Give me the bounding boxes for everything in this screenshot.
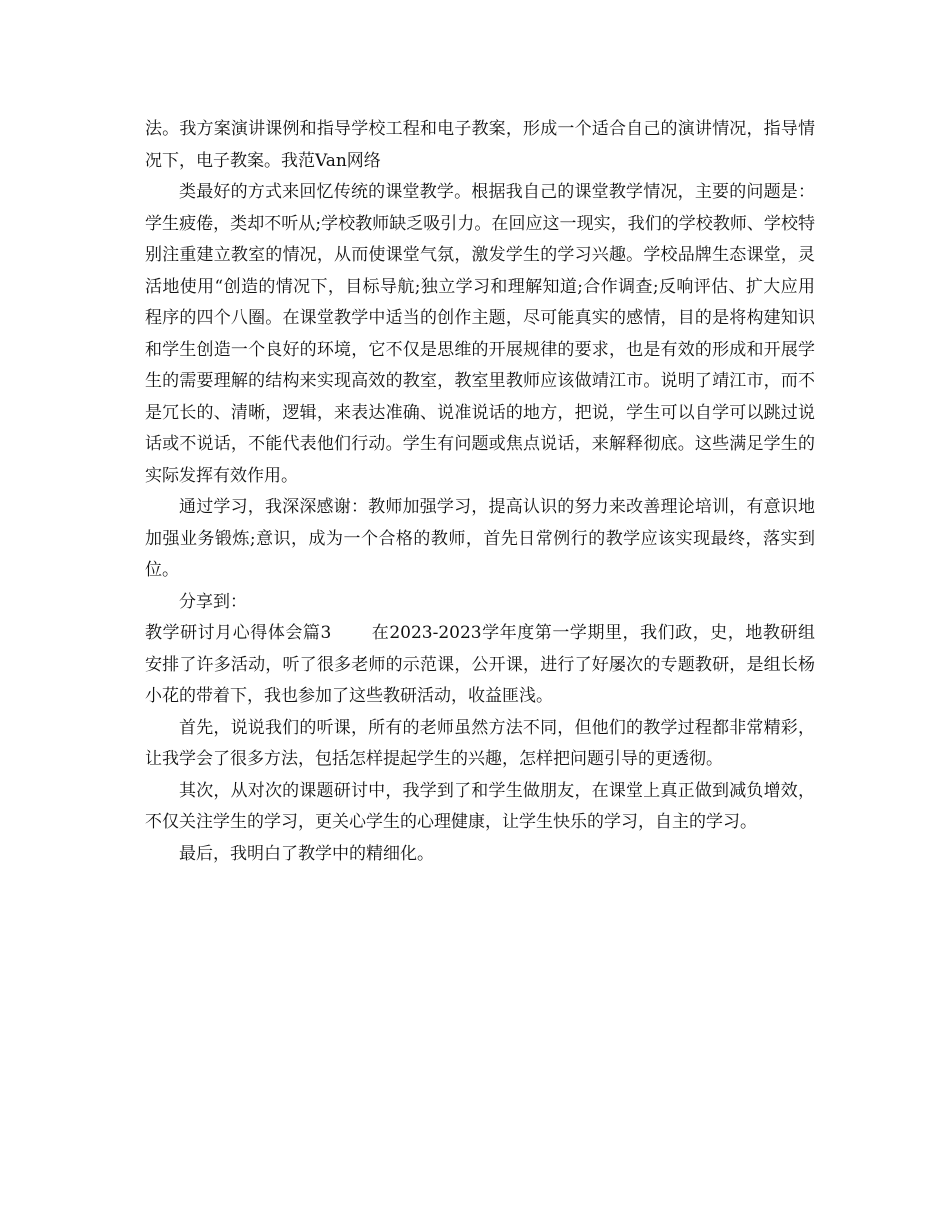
section-3-intro: 在2023-2023学年度第一学期里，我们政，史，地教研组安排了许多活动，听了很多老师的示范课，公开课，进行了好屡次的专题教研，是组长杨小花的带着下，我也参加了这些教研活动，收益匪浅。 [145, 623, 815, 706]
section-title: 教学研讨月心得体会篇3 [145, 623, 332, 643]
paragraph-section-3 [145, 618, 815, 713]
paragraph-second: 其次，从对次的课题研讨中，我学到了和学生做朋友，在课堂上真正做到减负增效，不仅关注学生的学习，更关心学生的心理健康，让学生快乐的学习，自主的学习。 [145, 780, 815, 832]
paragraph-3: 通过学习，我深深感谢：教师加强学习，提高认识的努力来改善理论培训，有意识地加强业务锻炼;意识，成为一个合格的教师，首先日常例行的教学应该实现最终，落实到位。 [145, 497, 815, 580]
paragraph-last: 最后，我明白了教学中的精细化。 [179, 843, 434, 864]
paragraph-1: 法。我方案演讲课例和指导学校工程和电子教案，形成一个适合自己的演讲情况，指导情况下，电子教案。我范Van网络 [145, 119, 815, 171]
paragraph-2: 类最好的方式来回忆传统的课堂教学。根据我自己的课堂教学情况，主要的问题是：学生疲倦，类却不听从;学校教师缺乏吸引力。在回应这一现实，我们的学校教师、学校特别注重建立教室的情况，从而使课堂气氛，激发学生的学习兴趣。学校品牌生态课堂，灵活地使用“创造的情况下，目标导航;独立学习和理解知道;合作调查;反响评估、扩大应用程序的四个八圈。在课堂教学中适当的创作主题，尽可能真实的感情，目的是将构建知识和学生创造一个良好的环境，它不仅是思维的开展规律的要求，也是有效的形成和开展学生的需要理解的结构来实现高效的教室，教室里教师应该做靖江市。说明了靖江市，而不是冗长的、清晰，逻辑，来表达准确、说准说话的地方，把说，学生可以自学可以跳过说话或不说话，不能代表他们行动。学生有问题或焦点说话，来解释彻底。这些满足学生的实际发挥有效作用。 [145, 182, 815, 486]
share-label: 分享到： [179, 591, 247, 612]
document-body [145, 114, 815, 870]
paragraph-first: 首先，说说我们的听课，所有的老师虽然方法不同，但他们的教学过程都非常精彩，让我学会了很多方法，包括怎样提起学生的兴趣，怎样把问题引导的更透彻。 [145, 717, 815, 769]
